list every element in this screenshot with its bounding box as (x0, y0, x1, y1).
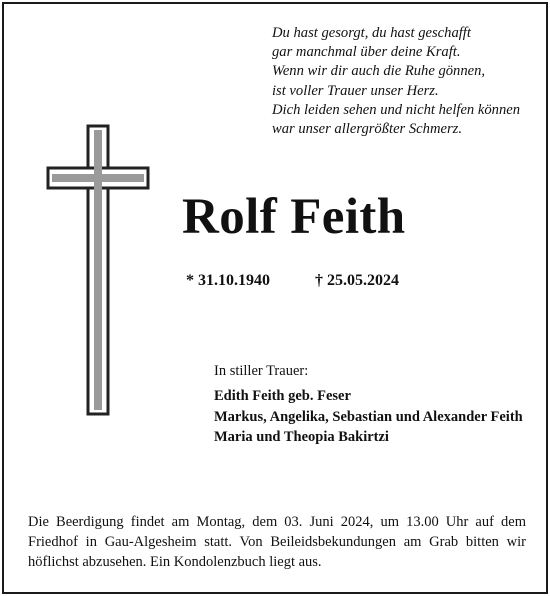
mourning-intro: In stiller Trauer: (214, 363, 309, 379)
poem-line: ist voller Trauer unser Herz. (272, 82, 439, 99)
poem-line: gar manchmal über deine Kraft. (272, 44, 461, 61)
mourner-name: Edith Feith geb. Feser (214, 388, 351, 404)
poem-line: Dich leiden sehen und nicht helfen können (272, 101, 521, 118)
poem-line: Du hast gesorgt, du hast geschafft (272, 25, 471, 41)
funeral-notice: Die Beerdigung findet am Montag, dem 03. Juni 2024, um 13.00 Uhr auf dem Friedhof in Gau-Algesheim statt. Von Beileidsbekundungen am Grab bitten wir höflichst abzusehen. Ein Kondolenzbuch liegt aus. (28, 514, 526, 571)
mourner-name: Markus, Angelika, Sebastian und Alexander Feith (214, 408, 523, 425)
death-date: † 25.05.2024 (315, 272, 399, 289)
poem-line: war unser allergrößter Schmerz. (272, 121, 462, 138)
christian-cross-icon (44, 124, 154, 421)
mourner-name: Maria und Theopia Bakirtzi (214, 429, 389, 445)
poem-line: Wenn wir dir auch die Ruhe gönnen, (272, 63, 486, 80)
poem (272, 24, 520, 139)
deceased-name: Rolf Feith (182, 189, 406, 245)
mourners-list (214, 386, 523, 448)
birth-date: * 31.10.1940 (186, 272, 270, 289)
